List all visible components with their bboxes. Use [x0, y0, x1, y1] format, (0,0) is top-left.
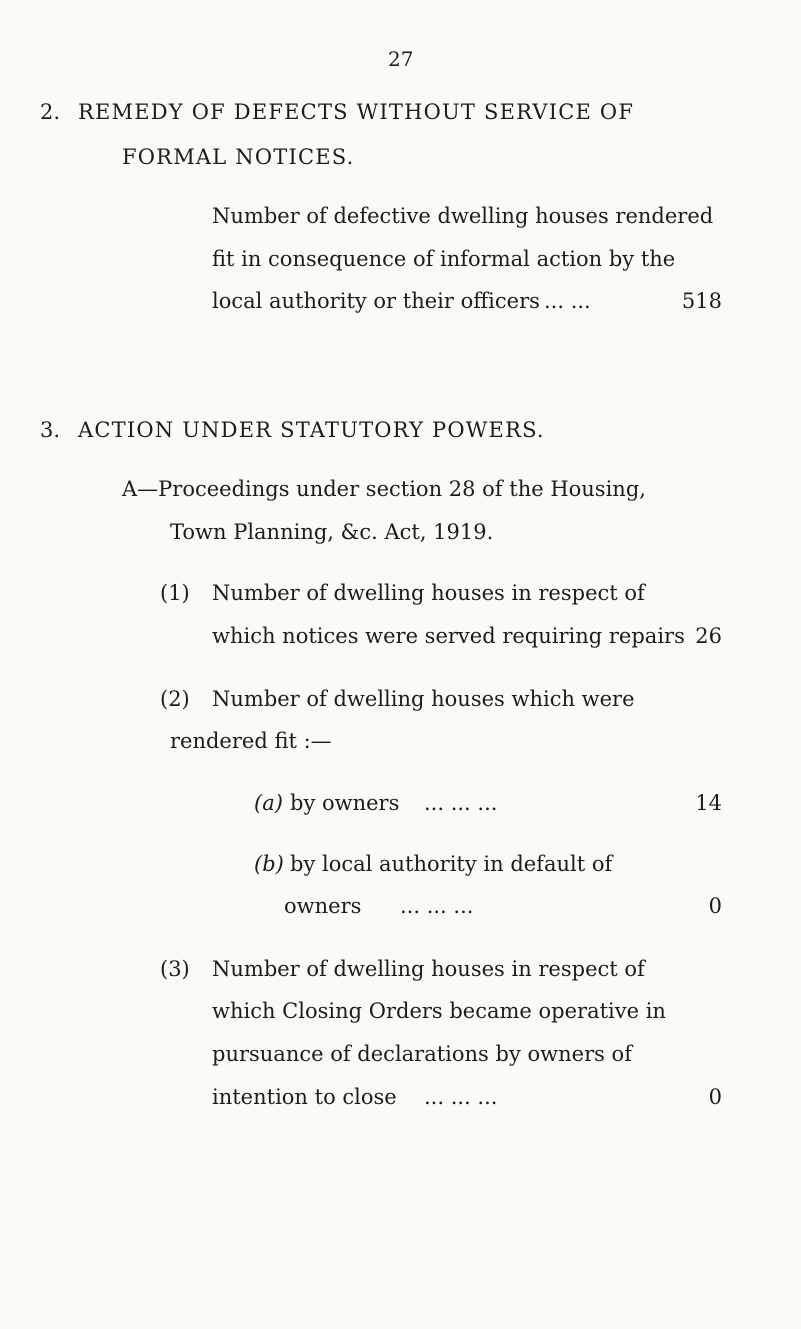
section-3-number: 3.	[40, 418, 61, 442]
page-number: 27	[388, 47, 414, 71]
item-2b-line1: by local authority in default of	[290, 852, 613, 876]
item-2b-line2: owners	[284, 894, 362, 918]
item-2b-dots: ... ... ...	[400, 894, 474, 918]
section-2-heading-line2: FORMAL NOTICES.	[122, 145, 355, 169]
subsection-a-line1: A—Proceedings under section 28 of the Housing,	[122, 477, 646, 501]
item-3-line4: intention to close	[212, 1085, 397, 1109]
item-2-line2: rendered fit :—	[170, 729, 332, 753]
section-2-item-line2: fit in consequence of informal action by the	[212, 247, 676, 271]
item-2-line1: Number of dwelling houses which were	[212, 687, 635, 711]
item-2-label: (2)	[160, 687, 190, 711]
item-2b-value: 0	[708, 894, 722, 918]
section-2-item-line3: local authority or their officers	[212, 289, 540, 313]
item-1-label: (1)	[160, 581, 190, 605]
item-2a-value: 14	[695, 791, 722, 815]
section-2-heading-line1: REMEDY OF DEFECTS WITHOUT SERVICE OF	[78, 100, 635, 124]
subsection-a-line2: Town Planning, &c. Act, 1919.	[170, 520, 494, 544]
section-2-item-dots: ... ...	[544, 289, 591, 313]
item-1-value: 26	[695, 624, 722, 648]
section-2-number: 2.	[40, 100, 61, 124]
item-3-line3: pursuance of declarations by owners of	[212, 1042, 632, 1066]
item-3-line2: which Closing Orders became operative in	[212, 999, 666, 1023]
item-2a-text: by owners	[290, 791, 400, 815]
item-3-value: 0	[708, 1085, 722, 1109]
item-3-line1: Number of dwelling houses in respect of	[212, 957, 645, 981]
section-2-item-value: 518	[681, 289, 722, 313]
item-3-dots: ... ... ...	[424, 1085, 498, 1109]
item-3-label: (3)	[160, 957, 190, 981]
item-2a-label: (a)	[254, 791, 283, 815]
item-1-line1: Number of dwelling houses in respect of	[212, 581, 645, 605]
section-2-item-line1: Number of defective dwelling houses rendered	[212, 204, 714, 228]
item-2b-label: (b)	[254, 852, 284, 876]
section-3-heading: ACTION UNDER STATUTORY POWERS.	[78, 418, 545, 442]
item-2a-dots: ... ... ...	[424, 791, 498, 815]
item-1-line2: which notices were served requiring repairs	[212, 624, 685, 648]
